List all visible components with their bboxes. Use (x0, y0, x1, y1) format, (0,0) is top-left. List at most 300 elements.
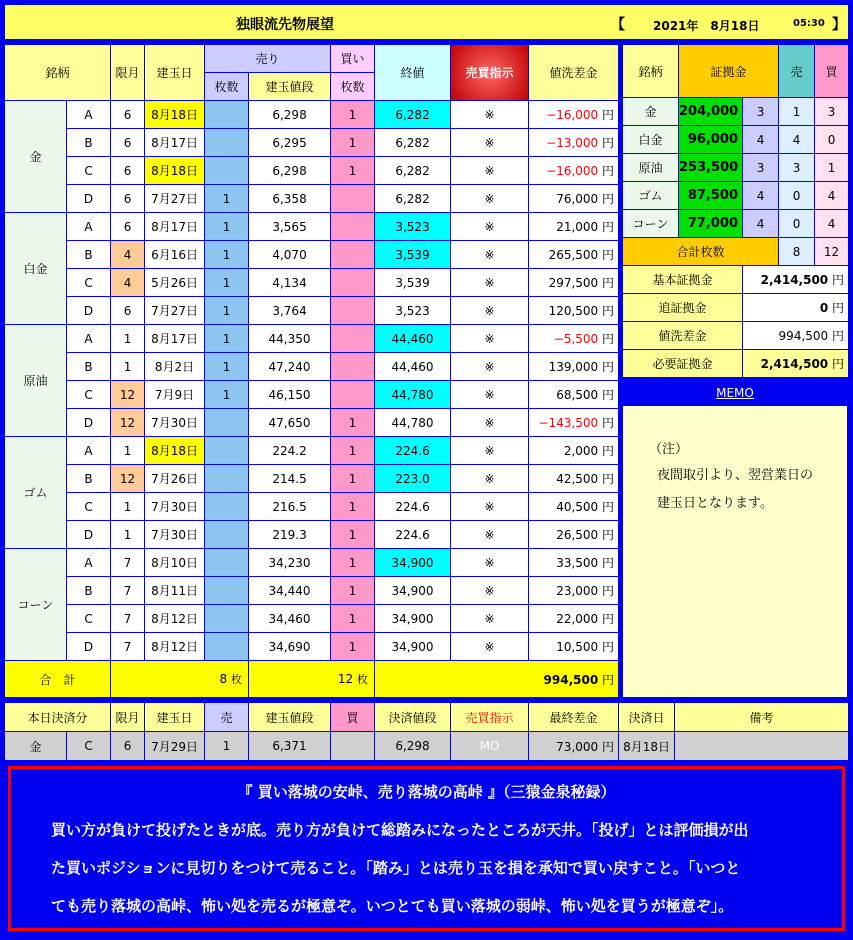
row-value (529, 549, 619, 577)
row-month: 6 (111, 101, 145, 129)
row-close: 224.6 (375, 493, 451, 521)
row-value-yen: 円 (602, 220, 615, 234)
row-value-yen: 円 (602, 360, 615, 374)
settled-close: 6,298 (375, 732, 451, 761)
row-month: 12 (111, 381, 145, 409)
row-sell-count: 1 (205, 241, 249, 269)
row-buy-count (331, 213, 375, 241)
row-value-amount: 10,500 (556, 640, 599, 654)
row-price: 3,764 (249, 297, 331, 325)
row-month: 7 (111, 605, 145, 633)
row-instruction: ※ (451, 213, 529, 241)
row-value-amount: 22,000 (556, 612, 599, 626)
total-buy-unit: 枚 (357, 673, 369, 686)
row-value-amount: 33,500 (556, 556, 599, 570)
margin-amount: 96,000 (679, 126, 743, 154)
row-kind: C (67, 269, 111, 297)
row-value (529, 465, 619, 493)
table-row (5, 465, 619, 493)
row-date: 8月18日 (145, 437, 205, 465)
margin-row (623, 154, 849, 182)
group-name: 白金 (5, 213, 67, 325)
hitsuyo-amount: 2,414,500 (760, 357, 829, 371)
hitsuyo-yen: 円 (832, 357, 845, 371)
row-kind: A (67, 325, 111, 353)
row-date: 8月11日 (145, 577, 205, 605)
row-value (529, 101, 619, 129)
settled-price: 6,371 (249, 732, 331, 761)
quote-line-1: 買い方が負けて投げたときが底。売り方が負けて総踏みになったところが天井。「投げ」とは評価損が出 (51, 821, 749, 839)
row-date: 8月17日 (145, 325, 205, 353)
row-value-yen: 円 (602, 304, 615, 318)
row-month: 1 (111, 437, 145, 465)
col-tategyoku-nedan: 建玉値段 (249, 73, 331, 101)
group-name: 金 (5, 101, 67, 213)
row-value (529, 129, 619, 157)
row-price: 34,460 (249, 605, 331, 633)
row-close: 6,282 (375, 185, 451, 213)
col-meigara: 銘柄 (5, 45, 111, 101)
row-sell-count (205, 577, 249, 605)
row-value (529, 521, 619, 549)
tsuika-yen: 円 (832, 301, 845, 315)
row-sell-count (205, 101, 249, 129)
row-price: 6,295 (249, 129, 331, 157)
row-instruction: ※ (451, 521, 529, 549)
settled-sell: 1 (205, 732, 249, 761)
memo-line-3: 建玉日となります。 (657, 496, 773, 511)
row-price: 214.5 (249, 465, 331, 493)
row-value-amount: 68,500 (556, 388, 599, 402)
row-instruction: ※ (451, 577, 529, 605)
settled-header: 建玉日 (145, 703, 205, 732)
row-date: 8月12日 (145, 605, 205, 633)
row-price: 4,134 (249, 269, 331, 297)
row-close: 44,780 (375, 409, 451, 437)
settled-value-amount: 73,000 (556, 739, 599, 754)
settled-settle-date: 8月18日 (619, 732, 675, 761)
row-month: 1 (111, 493, 145, 521)
row-value-yen: 円 (602, 472, 615, 486)
row-month: 4 (111, 241, 145, 269)
row-buy-count: 1 (331, 605, 375, 633)
col-maisu-right: 枚数 (331, 73, 375, 101)
col-owarine: 終値 (375, 45, 451, 101)
positions-table (4, 44, 619, 698)
row-kind: C (67, 157, 111, 185)
row-instruction: ※ (451, 381, 529, 409)
row-date: 7月26日 (145, 465, 205, 493)
row-kind: C (67, 381, 111, 409)
row-instruction: ※ (451, 297, 529, 325)
row-value-yen: 円 (602, 612, 615, 626)
total-sell (111, 661, 249, 698)
row-close: 3,539 (375, 269, 451, 297)
side-total-buy: 12 (815, 238, 849, 266)
margin-summary-row (623, 350, 849, 378)
row-kind: D (67, 521, 111, 549)
settled-kind: C (67, 732, 111, 761)
row-value (529, 157, 619, 185)
row-price: 219.3 (249, 521, 331, 549)
memo-line-1: （注） (649, 442, 689, 457)
settled-header: 備考 (675, 703, 849, 732)
row-value-amount: 42,500 (556, 472, 599, 486)
row-price: 224.2 (249, 437, 331, 465)
memo-title[interactable]: MEMO (622, 382, 848, 404)
memo-panel (622, 405, 848, 698)
row-price: 6,358 (249, 185, 331, 213)
row-sell-count: 1 (205, 297, 249, 325)
margin-buy: 4 (815, 182, 849, 210)
hitsuyo-label: 必要証拠金 (623, 350, 743, 378)
row-instruction: ※ (451, 409, 529, 437)
margin-sell: 4 (779, 126, 815, 154)
row-month: 6 (111, 157, 145, 185)
row-value (529, 605, 619, 633)
table-row (5, 353, 619, 381)
row-sell-count (205, 549, 249, 577)
kihon-value (743, 266, 849, 294)
row-buy-count (331, 297, 375, 325)
row-value-amount: −13,000 (546, 136, 599, 150)
row-date: 7月30日 (145, 493, 205, 521)
row-value-yen: 円 (602, 192, 615, 206)
row-month: 4 (111, 269, 145, 297)
settled-month: 6 (111, 732, 145, 761)
margin-sell: 0 (779, 182, 815, 210)
table-row (5, 129, 619, 157)
row-sell-count (205, 409, 249, 437)
row-value-amount: 139,000 (548, 360, 599, 374)
row-instruction: ※ (451, 129, 529, 157)
table-row (5, 605, 619, 633)
side-col-meigara: 銘柄 (623, 45, 679, 98)
neaarai-yen: 円 (832, 329, 845, 343)
margin-buy: 1 (815, 154, 849, 182)
neaarai-amount: 994,500 (778, 329, 829, 343)
row-sell-count: 1 (205, 213, 249, 241)
quote-title: 『 買い落城の安峠、売り落城の高峠 』（三猿金泉秘録） (237, 783, 616, 801)
row-value-yen: 円 (602, 136, 615, 150)
row-sell-count (205, 465, 249, 493)
quote-box (8, 766, 845, 931)
row-date: 7月27日 (145, 185, 205, 213)
row-value-yen: 円 (602, 444, 615, 458)
row-month: 7 (111, 577, 145, 605)
row-instruction: ※ (451, 605, 529, 633)
row-value-amount: −5,500 (553, 332, 599, 346)
col-gengetsu: 限月 (111, 45, 145, 101)
settled-name: 金 (5, 732, 67, 761)
col-neaarai: 値洗差金 (529, 45, 619, 101)
row-price: 4,070 (249, 241, 331, 269)
tsuika-amount: 0 (819, 301, 829, 315)
row-sell-count (205, 157, 249, 185)
row-close: 44,780 (375, 381, 451, 409)
row-sell-count (205, 521, 249, 549)
table-row (5, 213, 619, 241)
row-close: 6,282 (375, 157, 451, 185)
row-sell-count (205, 129, 249, 157)
row-value (529, 381, 619, 409)
row-close: 34,900 (375, 633, 451, 661)
row-buy-count (331, 185, 375, 213)
row-sell-count: 1 (205, 353, 249, 381)
row-buy-count (331, 381, 375, 409)
row-month: 12 (111, 409, 145, 437)
row-kind: B (67, 129, 111, 157)
row-close: 223.0 (375, 465, 451, 493)
row-value-yen: 円 (602, 332, 615, 346)
page-title: 独眼流先物展望 (236, 17, 334, 33)
row-price: 47,650 (249, 409, 331, 437)
col-tatebi: 建玉日 (145, 45, 205, 101)
side-col-shokokin: 証拠金 (679, 45, 779, 98)
margin-table (622, 44, 849, 378)
row-sell-count: 1 (205, 381, 249, 409)
row-value-amount: 21,000 (556, 220, 599, 234)
row-kind: B (67, 241, 111, 269)
row-price: 6,298 (249, 157, 331, 185)
row-close: 44,460 (375, 325, 451, 353)
margin-row (623, 210, 849, 238)
table-row (5, 521, 619, 549)
margin-name: 白金 (623, 126, 679, 154)
table-row (5, 437, 619, 465)
row-month: 1 (111, 325, 145, 353)
row-value-amount: −16,000 (546, 164, 599, 178)
table-row (5, 381, 619, 409)
row-price: 34,440 (249, 577, 331, 605)
title-bar (4, 4, 849, 40)
col-baibai: 売買指示 (451, 45, 529, 101)
row-date: 5月26日 (145, 269, 205, 297)
settled-header: 売買指示 (451, 703, 529, 732)
hitsuyo-value (743, 350, 849, 378)
settled-table (4, 702, 849, 761)
table-row (5, 549, 619, 577)
row-sell-count (205, 437, 249, 465)
row-instruction: ※ (451, 437, 529, 465)
margin-buy: 4 (815, 210, 849, 238)
row-buy-count: 1 (331, 521, 375, 549)
row-instruction: ※ (451, 241, 529, 269)
neaarai-value (743, 322, 849, 350)
table-row (5, 297, 619, 325)
row-buy-count: 1 (331, 129, 375, 157)
settled-header: 最終差金 (529, 703, 619, 732)
row-value (529, 185, 619, 213)
row-month: 6 (111, 185, 145, 213)
row-value-amount: −143,500 (538, 416, 599, 430)
margin-sell: 3 (779, 154, 815, 182)
row-value (529, 353, 619, 381)
row-buy-count: 1 (331, 101, 375, 129)
row-kind: B (67, 353, 111, 381)
margin-row (623, 98, 849, 126)
row-buy-count (331, 241, 375, 269)
row-kind: D (67, 409, 111, 437)
row-buy-count: 1 (331, 493, 375, 521)
total-label: 合 計 (5, 661, 111, 698)
row-value-amount: 297,500 (548, 276, 599, 290)
row-close: 3,523 (375, 213, 451, 241)
row-buy-count: 1 (331, 409, 375, 437)
row-date: 8月17日 (145, 129, 205, 157)
row-value (529, 493, 619, 521)
row-instruction: ※ (451, 493, 529, 521)
row-value-amount: 265,500 (548, 248, 599, 262)
row-month: 1 (111, 521, 145, 549)
margin-sell: 0 (779, 210, 815, 238)
side-total-label: 合計枚数 (623, 238, 779, 266)
row-value (529, 269, 619, 297)
row-value (529, 633, 619, 661)
row-date: 7月27日 (145, 297, 205, 325)
margin-buy: 3 (815, 98, 849, 126)
row-buy-count (331, 325, 375, 353)
group-name: ゴム (5, 437, 67, 549)
row-kind: C (67, 605, 111, 633)
bracket-open: 【 (611, 17, 625, 33)
row-value (529, 409, 619, 437)
settled-yen: 円 (602, 739, 615, 754)
row-kind: D (67, 633, 111, 661)
row-buy-count (331, 269, 375, 297)
row-price: 47,240 (249, 353, 331, 381)
row-month: 12 (111, 465, 145, 493)
kihon-label: 基本証拠金 (623, 266, 743, 294)
row-date: 8月2日 (145, 353, 205, 381)
row-instruction: ※ (451, 101, 529, 129)
margin-amount: 87,500 (679, 182, 743, 210)
row-date: 8月18日 (145, 101, 205, 129)
margin-row (623, 182, 849, 210)
total-sell-count: 8 (219, 672, 228, 686)
row-value-yen: 円 (602, 500, 615, 514)
row-price: 34,690 (249, 633, 331, 661)
row-buy-count: 1 (331, 465, 375, 493)
side-total-sell: 8 (779, 238, 815, 266)
margin-sell: 1 (779, 98, 815, 126)
settled-header: 決済値段 (375, 703, 451, 732)
margin-amount: 77,000 (679, 210, 743, 238)
row-buy-count (331, 353, 375, 381)
margin-amount: 253,500 (679, 154, 743, 182)
memo-line-2: 夜間取引より、翌営業日の (657, 468, 814, 483)
margin-count: 3 (743, 154, 779, 182)
row-sell-count: 1 (205, 269, 249, 297)
row-month: 1 (111, 353, 145, 381)
total-sell-unit: 枚 (231, 673, 243, 686)
row-month: 6 (111, 297, 145, 325)
margin-count: 4 (743, 126, 779, 154)
row-buy-count: 1 (331, 549, 375, 577)
row-buy-count: 1 (331, 577, 375, 605)
row-date: 6月16日 (145, 241, 205, 269)
row-value (529, 325, 619, 353)
row-value-yen: 円 (602, 388, 615, 402)
row-value-yen: 円 (602, 640, 615, 654)
settled-header: 建玉値段 (249, 703, 331, 732)
margin-buy: 0 (815, 126, 849, 154)
table-row (5, 241, 619, 269)
row-value-amount: −16,000 (546, 108, 599, 122)
row-close: 34,900 (375, 549, 451, 577)
margin-name: コーン (623, 210, 679, 238)
row-value-yen: 円 (602, 164, 615, 178)
row-price: 44,350 (249, 325, 331, 353)
row-value-amount: 120,500 (548, 304, 599, 318)
row-month: 7 (111, 549, 145, 577)
row-value-amount: 2,000 (563, 444, 599, 458)
side-col-uri: 売 (779, 45, 815, 98)
table-row (5, 577, 619, 605)
row-close: 34,900 (375, 577, 451, 605)
row-close: 34,900 (375, 605, 451, 633)
row-kind: A (67, 549, 111, 577)
row-kind: A (67, 437, 111, 465)
margin-count: 3 (743, 98, 779, 126)
row-date: 8月17日 (145, 213, 205, 241)
row-kind: C (67, 493, 111, 521)
group-name: 原油 (5, 325, 67, 437)
settled-value (529, 732, 619, 761)
table-row (5, 409, 619, 437)
report-date: 2021年 8月18日 (653, 19, 760, 33)
tsuika-value (743, 294, 849, 322)
margin-name: 原油 (623, 154, 679, 182)
row-close: 3,523 (375, 297, 451, 325)
settled-date: 7月29日 (145, 732, 205, 761)
row-close: 224.6 (375, 437, 451, 465)
row-buy-count: 1 (331, 633, 375, 661)
margin-count: 4 (743, 210, 779, 238)
settled-instruction: MO (451, 732, 529, 761)
col-maisu-left: 枚数 (205, 73, 249, 101)
total-buy-count: 12 (337, 672, 354, 686)
row-value-amount: 26,500 (556, 528, 599, 542)
row-value-amount: 23,000 (556, 584, 599, 598)
row-value-yen: 円 (602, 556, 615, 570)
margin-count: 4 (743, 182, 779, 210)
table-row (5, 157, 619, 185)
row-kind: A (67, 101, 111, 129)
group-name: コーン (5, 549, 67, 661)
row-month: 6 (111, 129, 145, 157)
row-kind: D (67, 185, 111, 213)
row-kind: A (67, 213, 111, 241)
margin-summary-row (623, 322, 849, 350)
row-instruction: ※ (451, 465, 529, 493)
row-value (529, 577, 619, 605)
row-value-yen: 円 (602, 584, 615, 598)
row-close: 6,282 (375, 129, 451, 157)
total-value-amount: 994,500 (543, 672, 599, 687)
row-price: 46,150 (249, 381, 331, 409)
side-col-kai: 買 (815, 45, 849, 98)
settled-header: 買 (331, 703, 375, 732)
bracket-close: 】 (832, 17, 846, 33)
quote-line-3: ても売り落城の高峠、怖い処を売るが極意ぞ。いつとても買い落城の弱峠、怖い処を買うが極意ぞ」。 (51, 897, 734, 915)
row-value (529, 213, 619, 241)
row-value (529, 241, 619, 269)
margin-summary-row (623, 294, 849, 322)
table-row (5, 633, 619, 661)
margin-name: ゴム (623, 182, 679, 210)
margin-amount: 204,000 (679, 98, 743, 126)
